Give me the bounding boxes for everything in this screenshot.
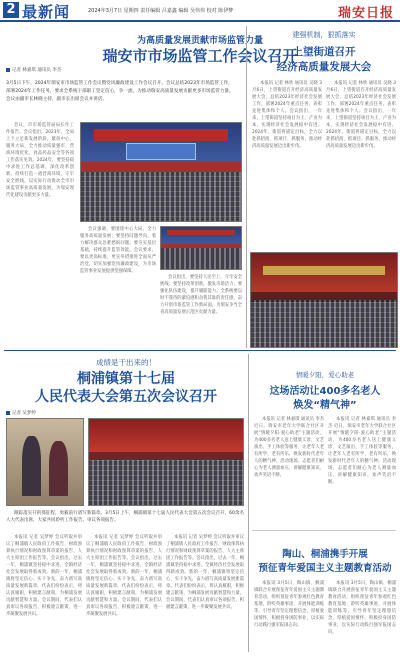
article1-byline — [6, 67, 61, 73]
delegates-photo — [6, 418, 84, 506]
article1-column-2 — [80, 226, 156, 344]
article3-subtitle: 成绩是干出来的！ — [96, 358, 156, 367]
article4-title-line1: 这场活动让400多名老人 — [269, 386, 381, 397]
article2-title-line2: 经济高质量发展大会 — [276, 61, 372, 73]
article3-column-3 — [166, 534, 244, 652]
article1-column-3 — [160, 274, 242, 344]
byline-marker-icon — [6, 68, 10, 72]
article5-title-line2: 预征青年爱国主义主题教育活动 — [258, 563, 392, 574]
article3-byline — [6, 410, 36, 416]
meeting-photo-2 — [160, 226, 242, 270]
article2-column-1 — [252, 80, 322, 248]
article1-title: 瑞安市市场监管工作会议召开 — [102, 47, 298, 65]
column-divider-lower — [248, 354, 249, 652]
masthead — [0, 0, 400, 22]
article1-col1-text: 会议，市市场监管局局长作工作报告。会议指出，2023年，全局上下立足新发展阶段，紧扣中心、服务大局，全力推动质量强市、营商环境优化、食品药品安全等各项工作落实见效。2024年，要坚持稳中求进工作总基调，深化改革创新，持续打造一流营商环境，守牢安全底线，以实际行动推动全市市场监管事业高质量发展，为瑞安现代化建设贡献更多力量。 — [6, 123, 74, 198]
article5-text-1: 本报讯 3月5日，陶山镇、桐浦镇联合开展预征青年爱国主义主题教育活动，组织预征青年参观红色教育基地、聆听英雄事迹、开展体能训练等，引导青年坚定理想信念，厚植爱国情怀，积极投身国防事业，以实际行动践行强军报国志向。 — [254, 581, 324, 628]
article4-subtitle: 情暖夕阳，爱心助老 — [295, 371, 355, 379]
article3-column-1 — [6, 534, 82, 652]
article1-column-1 — [6, 122, 74, 342]
article5-column-1 — [254, 580, 324, 652]
article2-text-1: 本报讯 记者 林欣 通讯员 吴晓 3月6日，上望街道召开经济高质量发展大会，总结2023年经济社会发展工作，部署2024年重点任务，表彰先进集体和个人。会议指出，一年来，上望街道坚持项目为王、产业为本，实现经济社会发展稳中有进。2024年，街道将锚定目标，全力以赴抓招商、抓项目、抓服务，推动经济高质量发展迈出新步伐。 — [252, 81, 322, 149]
section-divider — [4, 350, 396, 351]
article4-text-2: 本报讯 记者 林嘉琪 通讯员 李杰 近日，瑞安市老年大学联合社区开展“情暖夕阳·爱心助老”主题活动，为400多名老人送上健康义诊、文艺演出、手工体验等服务，让老年人老有所学、老有所乐，焕发新时代老年人的精气神。活动现场，志愿者们耐心为老人测量血压、讲解健康知识，欢声笑语不断。 — [328, 417, 396, 485]
article1-byline-text: 记者 林嘉琪 通讯员 李杰 — [12, 68, 62, 73]
column-divider — [246, 26, 247, 348]
article3-title-line1: 桐浦镇第十七届 — [77, 371, 175, 387]
article-divider — [252, 530, 396, 531]
article5-text-2: 本报讯 3月5日，陶山镇、桐浦镇联合开展预征青年爱国主义主题教育活动，组织预征青年参观红色教育基地、聆听英雄事迹、开展体能训练等，引导青年坚定理想信念，厚植爱国情怀，积极投身国防事业，以实际行动践行强军报国志向。 — [328, 581, 396, 635]
section-title: 最新闻 — [22, 3, 71, 21]
conference-photo — [250, 252, 398, 348]
article3-lead — [6, 510, 244, 530]
article1-lead: 3月5日下午，2024年瑞安市市场监管工作会议暨党风廉政建设工作会议召开。会议总结2023年市场监管工作，部署2024年工作任务，要求全系统干部职工坚定信心，争一流、为推动瑞安高质量发展贡献更多市场监管力量。会议由副市长林晓主持，副市长出席会议并讲话。 — [6, 81, 234, 102]
article2-title-line1: 上望街道召开 — [292, 46, 356, 58]
newspaper-brand: 瑞安日报 — [337, 6, 394, 21]
meeting-photo-1 — [80, 122, 242, 222]
article3-byline-text: 记者 吴梦婷 — [12, 411, 36, 416]
page-number: 2 — [3, 2, 19, 18]
article2-subtitle: 建强机制，狠抓落实 — [292, 31, 356, 39]
article5-title-line1: 陶山、桐浦携手开展 — [282, 549, 368, 560]
article1-col2-text: 会议强调，要围绕中心大局，全力服务高质量发展；要坚持问题导向，着力解决群众急难愁盼问题；要夯实基层基础，持续提升监管效能。会议要求，要以更高标准、更实举措推进全面从严治党，切实加强党风廉政建设，为市场监管事业发展提供坚强保障。 — [80, 227, 156, 274]
article3-text-1: 本报讯 记者 吴梦婷 会议听取并审议了桐浦镇人民政府工作报告、财政预算执行情况和财政预算草案的报告、人大主席团工作报告等。会议指出，过去一年，桐浦镇坚持稳中求进，全镇经济社会发展取得新成效。新的一年，桐浦镇将坚定信心、实干争先，奋力谱写高质量发展新篇章。代表们纷纷表示，将认真履职，积极建言献策，为桐浦发展贡献智慧和力量。会议期间，代表们认真审议各项报告，积极建言献策，进一步凝聚发展共识。 — [6, 535, 82, 617]
article3-title-line2: 人民代表大会第五次会议召开 — [35, 389, 217, 405]
article3-column-2 — [86, 534, 162, 652]
article4-column-2 — [328, 416, 396, 526]
article3-lead-text: 跟踪落实开的那征程，勇毅前行谱写新篇章。3月5日上午，桐浦镇第十七届人民代表大会第五次会议召开，60余名人大代表出席，大家共同聆听工作报告、审议各项报告。 — [6, 511, 244, 523]
article3-text-3: 本报讯 记者 吴梦婷 会议听取并审议了桐浦镇人民政府工作报告、财政预算执行情况和财政预算草案的报告、人大主席团工作报告等。会议指出，过去一年，桐浦镇坚持稳中求进，全镇经济社会发展取得新成效。新的一年，桐浦镇将坚定信心、实干争先，奋力谱写高质量发展新篇章。代表们纷纷表示，将认真履职，积极建言献策，为桐浦发展贡献智慧和力量。会议期间，代表们认真审议各项报告，积极建言献策，进一步凝聚发展共识。 — [166, 535, 244, 610]
article2-text-2: 本报讯 记者 林欣 通讯员 吴晓 3月6日，上望街道召开经济高质量发展大会，总结2023年经济社会发展工作，部署2024年重点任务，表彰先进集体和个人。会议指出，一年来，上望街道坚持项目为王、产业为本，实现经济社会发展稳中有进。2024年，街道将锚定目标，全力以赴抓招商、抓项目、抓服务，推动经济高质量发展迈出新步伐。 — [326, 81, 396, 149]
issue-meta: 2024年3月7日 星期四 责任编辑 吕嘉鑫 编辑 吴伟伟 校对 陈伊梦 — [88, 8, 234, 14]
congress-photo — [88, 418, 244, 506]
article2-column-2 — [326, 80, 396, 248]
article1-col3-text: 会议指出，要坚持人民至上，守牢安全底线；要坚持改革创新，激发市场活力；要强化队伍建设，提升履职能力。全系统要以时不我待的紧迫感和舍我其谁的责任感，奋力开创市场监管工作新局面，为瑞安争当全省高质量发展示范区贡献力量。 — [160, 275, 242, 315]
article5-column-2 — [328, 580, 396, 652]
article4-title-line2: 焕发“精气神” — [293, 400, 357, 411]
byline-marker-icon — [6, 411, 10, 415]
article4-column-1 — [254, 416, 324, 526]
article1-subtitle: 为高质量发展贡献市场监管力量 — [136, 36, 263, 46]
article3-text-2: 本报讯 记者 吴梦婷 会议听取并审议了桐浦镇人民政府工作报告、财政预算执行情况和财政预算草案的报告、人大主席团工作报告等。会议指出，过去一年，桐浦镇坚持稳中求进，全镇经济社会发展取得新成效。新的一年，桐浦镇将坚定信心、实干争先，奋力谱写高质量发展新篇章。代表们纷纷表示，将认真履职，积极建言献策，为桐浦发展贡献智慧和力量。会议期间，代表们认真审议各项报告，积极建言献策，进一步凝聚发展共识。 — [86, 535, 162, 617]
article4-text-1: 本报讯 记者 林嘉琪 通讯员 李杰 近日，瑞安市老年大学联合社区开展“情暖夕阳·爱心助老”主题活动，为400多名老人送上健康义诊、文艺演出、手工体验等服务，让老年人老有所学、老有所乐，焕发新时代老年人的精气神。活动现场，志愿者们耐心为老人测量血压、讲解健康知识，欢声笑语不断。 — [254, 417, 324, 478]
